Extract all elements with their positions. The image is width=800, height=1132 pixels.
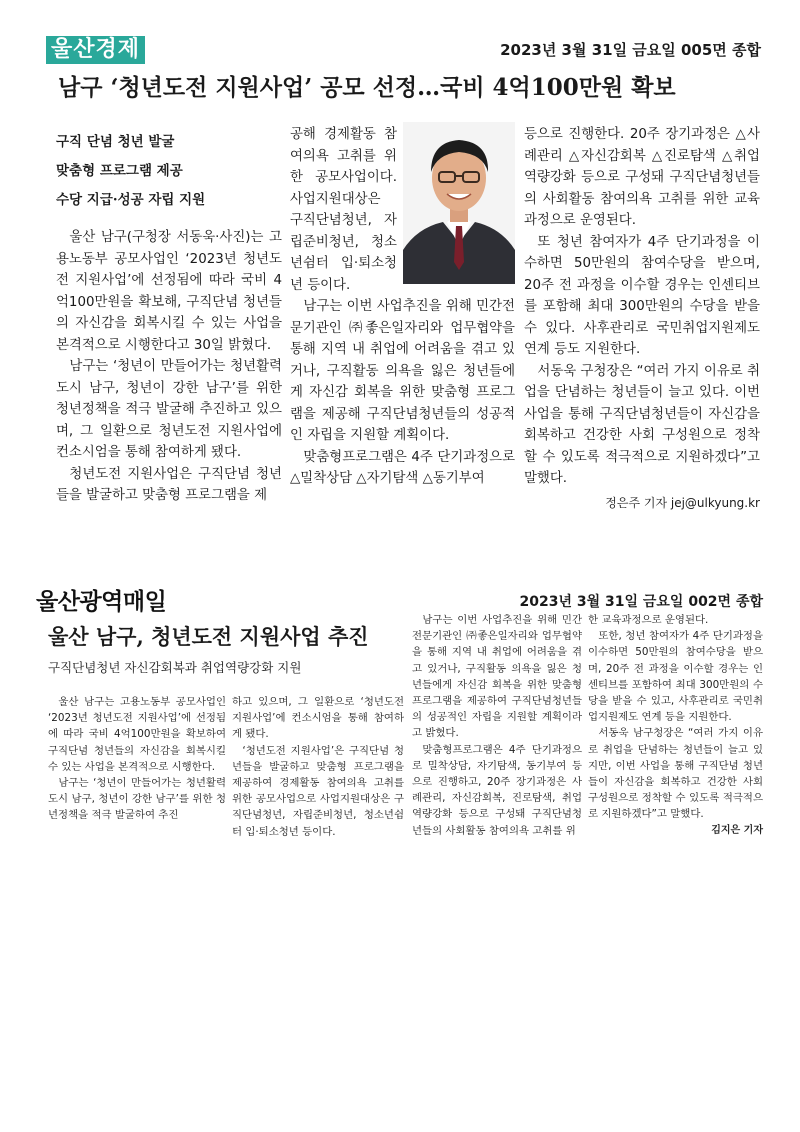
paragraph: 등으로 진행한다. 20주 장기과정은 △사례관리 △자신감회복 △진로탐색 △취업역량강화 등으로 구성돼 구직단념청년들의 사회활동 참여의욕 고취를 위한 교육과정으로 운영된다. <box>524 127 760 228</box>
paragraph: 울산 남구(구청장 서동욱·사진)는 고용노동부 공모사업인 ‘2023년 청년도전 지원사업’에 선정됨에 따라 국비 4억100만원을 확보해, 구직단념 청년들의 자신감을 회복시킬 수 있는 사업을 본격적으로 시행한다고 30일 밝혔다. <box>56 230 282 353</box>
publication-dateline: 2023년 3월 31일 금요일 005면 종합 <box>500 41 761 59</box>
paragraph: 맞춤형프로그램은 4주 단기과정으로 △밀착상담 △자기탐색 △동기부여 <box>290 449 515 486</box>
subhead-line: 맞춤형 프로그램 제공 <box>56 163 183 179</box>
paragraph: 서동욱 구청장은 “여러 가지 이유로 취업을 단념하는 청년들이 늘고 있다. 이번 사업을 통해 구직단념청년들이 자신감을 회복하고 건강한 사회 구성원으로 정착할 수 있도록 적극적으로 지원하겠다”고 말했다. <box>524 363 760 486</box>
portrait-photo <box>403 122 515 284</box>
newspaper-masthead: 울산경제 <box>46 36 145 64</box>
article-subheads <box>56 128 282 215</box>
article-column-1 <box>56 124 282 507</box>
reporter-byline: 김지은 기자 <box>711 824 763 836</box>
article-column-1 <box>48 694 226 824</box>
article-subhead: 구직단념청년 자신감회복과 취업역량강화 지원 <box>48 660 302 675</box>
portrait-figure-icon <box>403 122 515 284</box>
paragraph: 공해 경제활동 참여의욕 고취를 위한 공모사업이다. 사업지원대상은 구직단념청년, 자립준비청년, 청소년쉼터 입·퇴소청년 등이다. <box>290 127 397 293</box>
paragraph: 또한, 청년 참여자가 4주 단기과정을 이수하면 50만원의 참여수당을 받으며, 20주 전 과정을 이수할 경우는 인센티브를 포함하여 최대 300만원의 수당을 받을 수 있고, 사후관리로 국민취업지원제도 연계 등을 지원한다. <box>588 630 763 724</box>
article-column-4 <box>588 612 763 839</box>
paragraph: 남구는 이번 사업추진을 위해 민간전문기관인 ㈜좋은일자리와 업무협약을 통해 지역 내 취업에 어려움을 겪고 있거나, 구직활동 의욕을 잃은 청년들에게 자신감 회복을 위한 맞춤형 프로그램을 제공하여 구직단념청년들의 성공적인 자립을 지원할 계획이라고 밝혔다. <box>412 614 582 740</box>
subhead-line: 수당 지급·성공 자립 지원 <box>56 192 206 208</box>
paragraph: 하고 있으며, 그 일환으로 ‘청년도전 지원사업’에 컨소시엄을 통해 참여하게 됐다. <box>232 696 404 741</box>
paragraph: 남구는 ‘청년이 만들어가는 청년활력도시 남구, 청년이 강한 남구’를 위한 청년정책을 적극 발굴해 추진하고 있으며, 그 일환으로 청년도전 지원사업에 컨소시엄을 통해 참여하게 됐다. <box>56 359 282 460</box>
article-column-3 <box>524 124 760 513</box>
reporter-byline: 정은주 기자 jej@ulkyung.kr <box>605 495 760 510</box>
paragraph: 서동욱 남구청장은 “여러 가지 이유로 취업을 단념하는 청년들이 늘고 있지만, 이번 사업을 통해 구직단념 청년들이 자신감을 회복하고 건강한 사회 구성원으로 정착할 수 있도록 적극적으로 지원하겠다”고 말했다. <box>588 727 763 821</box>
newspaper-masthead: 울산광역매일 <box>36 589 167 615</box>
article-clip-ulsan-economy <box>46 36 761 510</box>
paragraph: 청년도전 지원사업은 구직단념 청년들을 발굴하고 맞춤형 프로그램을 제 <box>56 466 282 503</box>
article-headline: 남구 ‘청년도전 지원사업’ 공모 선정…국비 4억100만원 확보 <box>58 74 676 101</box>
article-clip-ulsan-maeil <box>36 588 763 838</box>
paragraph: 한 교육과정으로 운영된다. <box>588 614 709 626</box>
paragraph: 또 청년 참여자가 4주 단기과정을 이수하면 50만원의 참여수당을 받으며, 20주 전 과정을 이수할 경우는 인센티브를 포함해 최대 300만원의 수당을 받을 수 있다. 사후관리로 국민취업지원제도 연계 등도 지원한다. <box>524 234 760 357</box>
article-column-3 <box>412 612 582 839</box>
paragraph: 남구는 ‘청년이 만들어가는 청년활력도시 남구, 청년이 강한 남구’를 위한 청년정책을 적극 발굴하여 추진 <box>48 777 226 822</box>
publication-dateline: 2023년 3월 31일 금요일 002면 종합 <box>519 594 763 610</box>
paragraph: 맞춤형프로그램은 4주 단기과정으로 밀착상담, 자기탐색, 동기부여 등으로 진행하고, 20주 장기과정은 사례관리, 자신감회복, 진로탐색, 취업역량강화 등으로 구성돼 구직단념청년들의 사회활동 참여의욕 고취를 위 <box>412 743 582 837</box>
paragraph: 울산 남구는 고용노동부 공모사업인 ‘2023년 청년도전 지원사업’에 선정됨에 따라 국비 4억100만원을 확보하여 구직단념 청년들의 자신감을 회복시킬 수 있는 사업을 본격적으로 시행한다. <box>48 696 226 773</box>
article-column-2 <box>290 124 515 490</box>
paragraph: ‘청년도전 지원사업’은 구직단념 청년들을 발굴하고 맞춤형 프로그램을 제공하여 경제활동 참여의욕 고취를 위한 공모사업으로 사업지원대상은 구직단념청년, 자립준비청년, 청소년쉼터 입·퇴소청년 등이다. <box>232 744 404 838</box>
article-headline: 울산 남구, 청년도전 지원사업 추진 <box>48 624 369 649</box>
subhead-line: 구직 단념 청년 발굴 <box>56 134 175 150</box>
article-column-2 <box>232 694 404 840</box>
paragraph: 남구는 이번 사업추진을 위해 민간전문기관인 ㈜좋은일자리와 업무협약을 통해 지역 내 취업에 어려움을 겪고 있거나, 구직활동 의욕을 잃은 청년들에게 자신감 회복을 위한 맞춤형 프로그램을 제공해 구직단념청년들의 성공적인 자립을 지원할 계획이다. <box>290 299 515 443</box>
